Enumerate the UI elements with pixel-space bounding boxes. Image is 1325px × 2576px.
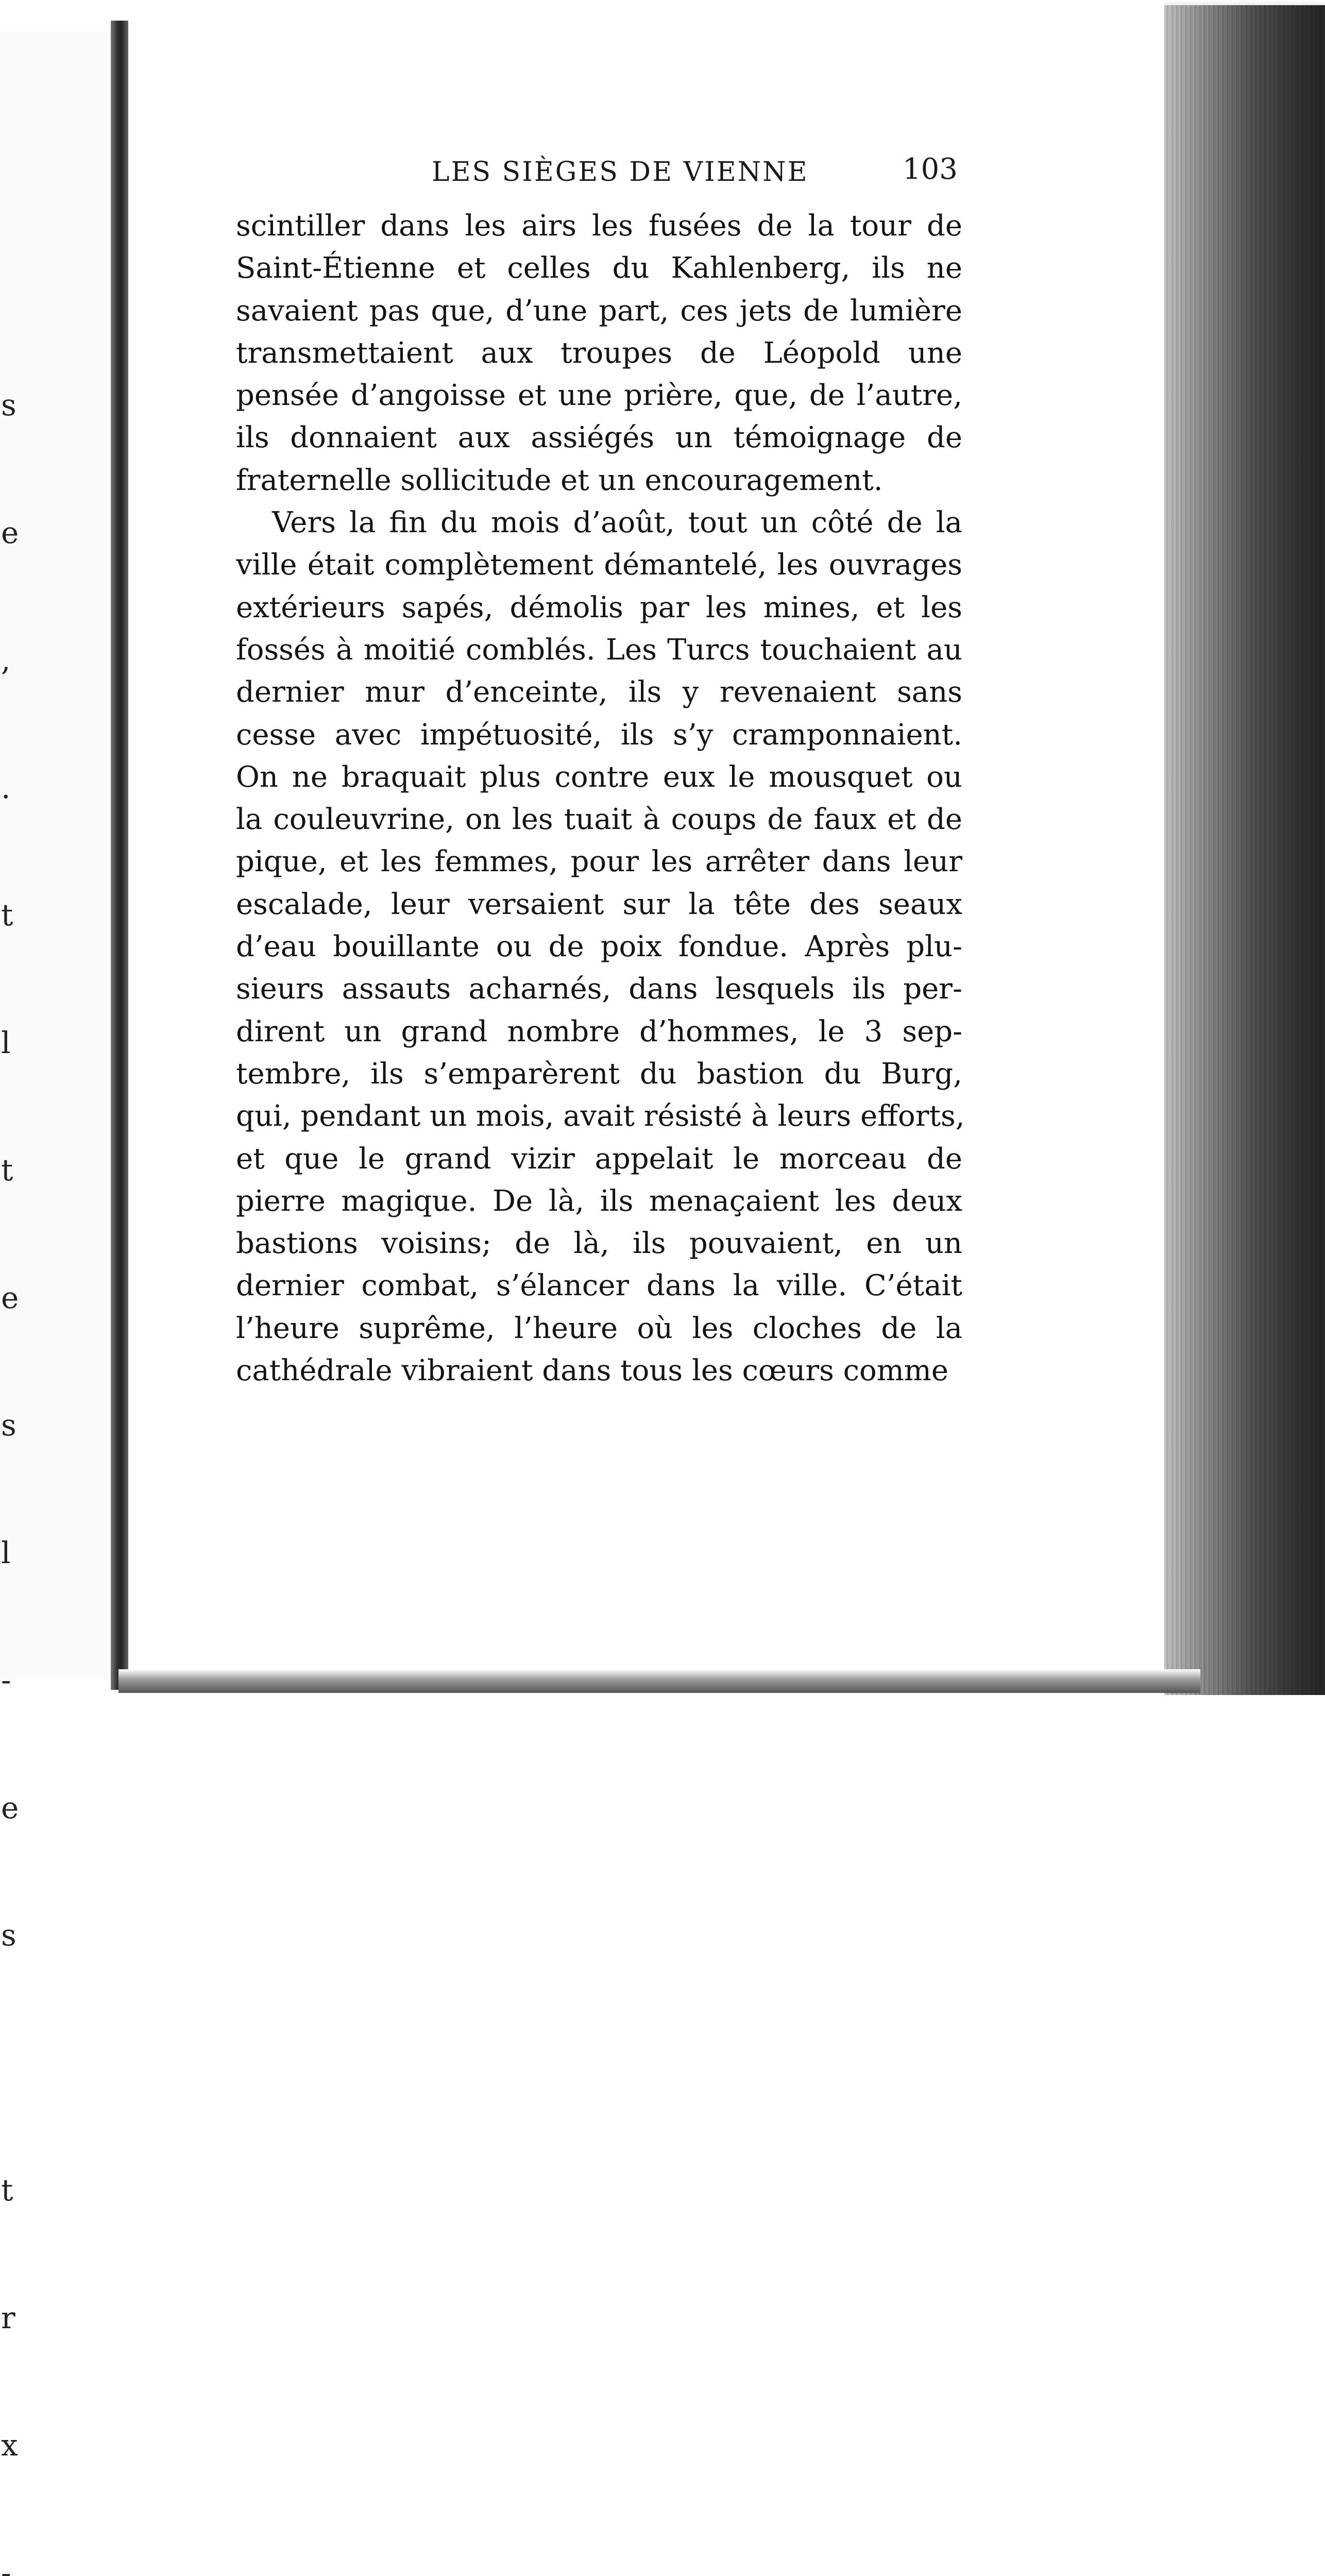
text-line: dernier combat, s’élancer dans la ville. C’était bbox=[236, 1265, 962, 1307]
text-line: fossés à moitié comblés. Les Turcs touchaient au bbox=[236, 629, 962, 671]
text-line: On ne braquait plus contre eux le mousquet ou bbox=[236, 756, 962, 799]
margin-fragment: r bbox=[1, 2297, 22, 2340]
text-line: l’heure suprême, l’heure où les cloches de la bbox=[236, 1308, 962, 1350]
text-line: savaient pas que, d’une part, ces jets de lumière bbox=[236, 290, 962, 332]
text-line: et que le grand vizir appelait le morceau de bbox=[236, 1138, 962, 1180]
text-line: tembre, ils s’emparèrent du bastion du Burg, bbox=[236, 1053, 962, 1095]
margin-fragment: l bbox=[1, 1022, 22, 1064]
text-line: transmettaient aux troupes de Léopold une bbox=[236, 332, 962, 375]
margin-fragment: s bbox=[1, 1404, 22, 1447]
text-line: bastions voisins; de là, ils pouvaient, en un bbox=[236, 1223, 962, 1265]
text-line: extérieurs sapés, démolis par les mines, et les bbox=[236, 587, 962, 629]
margin-fragment: - bbox=[1, 1659, 22, 1702]
page-bottom-edge bbox=[118, 1669, 1200, 1693]
text-line: la couleuvrine, on les tuait à coups de faux et de bbox=[236, 799, 962, 841]
text-line: dirent un grand nombre d’hommes, le 3 sep- bbox=[236, 1011, 962, 1053]
margin-fragment bbox=[1, 2042, 22, 2084]
margin-fragment: t bbox=[1, 1149, 22, 1192]
text-line: pensée d’angoisse et une prière, que, de l’autre, bbox=[236, 375, 962, 417]
text-line: ils donnaient aux assiégés un témoignage de bbox=[236, 417, 962, 459]
text-line: scintiller dans les airs les fusées de la tour de bbox=[236, 205, 962, 247]
text-line: dernier mur d’enceinte, ils y revenaient sans bbox=[236, 671, 962, 714]
margin-fragment: e bbox=[1, 512, 22, 554]
margin-fragment: l bbox=[1, 1532, 22, 1574]
margin-fragment: t bbox=[1, 2169, 22, 2212]
margin-fragment: t bbox=[1, 894, 22, 937]
margin-fragment: s bbox=[1, 1914, 22, 1957]
running-head: LES SIÈGES DE VIENNE bbox=[432, 157, 809, 188]
margin-fragment: x bbox=[1, 2424, 22, 2467]
text-line: qui, pendant un mois, avait résisté à leurs efforts, bbox=[236, 1095, 962, 1138]
margin-fragment: - bbox=[1, 2552, 22, 2576]
page-number: 103 bbox=[903, 152, 958, 186]
text-line: pierre magique. De là, ils menaçaient les deux bbox=[236, 1180, 962, 1223]
paragraph-start-line: Vers la fin du mois d’août, tout un côté de la bbox=[236, 502, 962, 544]
text-line: cesse avec impétuosité, ils s’y cramponnaient. bbox=[236, 714, 962, 756]
book-gutter bbox=[111, 21, 128, 1690]
facing-page bbox=[0, 31, 114, 1680]
margin-fragment: , bbox=[1, 639, 22, 682]
text-line: Saint-Étienne et celles du Kahlenberg, ils ne bbox=[236, 247, 962, 290]
text-line: cathédrale vibraient dans tous les cœurs comme bbox=[236, 1350, 962, 1392]
page-stack-edge bbox=[1164, 5, 1325, 1695]
text-line: fraternelle sollicitude et un encouragement. bbox=[236, 460, 962, 502]
margin-fragment: e bbox=[1, 1277, 22, 1319]
margin-fragment: s bbox=[1, 384, 22, 427]
text-line: ville était complètement démantelé, les ouvrages bbox=[236, 544, 962, 586]
text-line: sieurs assauts acharnés, dans lesquels ils per- bbox=[236, 968, 962, 1010]
body-text bbox=[236, 205, 962, 1392]
text-line: escalade, leur versaient sur la tête des seaux bbox=[236, 884, 962, 926]
facing-page-margin-text bbox=[1, 299, 22, 2576]
text-line: d’eau bouillante ou de poix fondue. Après plu- bbox=[236, 926, 962, 968]
margin-fragment: . bbox=[1, 767, 22, 809]
text-line: pique, et les femmes, pour les arrêter dans leur bbox=[236, 841, 962, 883]
margin-fragment: e bbox=[1, 1787, 22, 1829]
